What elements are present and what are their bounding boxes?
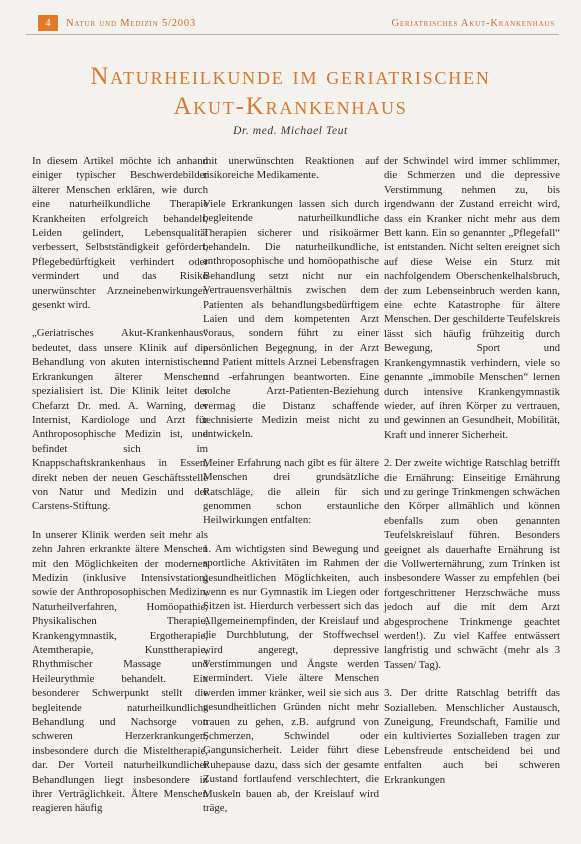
paragraph: 2. Der zweite wichtige Ratschlag betrifft die Ernährung: Einseitige Ernährung und zu geringe Trinkmengen schwächen den Körper allmählich und können ebenfalls zum oben genannten Teufelskreislauf führen. Besonders geeignet als dauerhafte Ernährung ist die Vollwerternährung, zum Trinken ist insbesondere Wasser zu empfehlen (bei fortgeschrittener Herzschwäche muss jedoch auf die mit dem Arzt abgesprochene Trinkmenge geachtet werden!). Zu viel Kaffee entwässert langfristig und schwächt (mehr als 3 Tassen/ Tag). [384,457,560,671]
paragraph: Meiner Erfahrung nach gibt es für ältere Menschen drei grundsätzliche Ratschläge, die allein für sich genommen schon erstaunliche Heilwirkungen entfalten: [203,456,379,527]
page-number-badge: 4 [38,15,58,31]
paragraph: der Schwindel wird immer schlimmer, die Schmerzen und die depressive Verstimmung nehmen zu, bis irgendwann der Zustand erreicht wird, dass ein Kranker nicht mehr aus dem Bett kann. Ein so genannter „Pflegefall“ ist entstanden. Nicht selten ereignet sich auf diese Weise ein Sturz mit nachfolgendem Oberschenkelhalsbruch, der zum Lebenseinbruch werden kann, eine echte Katastrophe für ältere Menschen. Der geschilderte Teufelskreis lässt sich häufig frühzeitig durch Bewegung, Sport und Krankengymnastik verhindern, viele so genannte „immobile Menschen“ lernen durch intensive Krankengymnastik wieder, auf ihren Körper zu vertrauen, und gewinnen an Gesundheit, Mobilität, Kraft und innerer Sicherheit. [384,155,560,441]
title-line-2: Akut-Krankenhaus [173,93,408,120]
author-byline: Dr. med. Michael Teut [233,125,348,137]
header-divider [26,34,559,35]
running-header [38,14,555,32]
paragraph: „Geriatrisches Akut-Krankenhaus“ bedeutet, dass unsere Klinik auf die Behandlung von akuten internistischen Erkrankungen älterer Menschen spezialisiert ist. Die Klinik leitet der Chefarzt Dr. med. A. Warning, der Internist, Kardiologe und Arzt für Anthroposophische Medizin ist, und befindet sich im Knappschaftskrankenhaus in Essen, direkt neben der neuen Geschäftsstelle von Natur und Medizin und der Carstens-Stiftung. [32,327,208,513]
paragraph: In unserer Klinik werden seit mehr als zehn Jahren erkrankte ältere Menschen mit den Möglichkeiten der modernen Medizin (inklusive Intensivstation) sowie der Anthroposophischen Medizin, Naturheilverfahren, Homöopathie, Physikalischen Therapie, Krankengymnastik, Ergotherapie, Atemtherapie, Kunsttherapie, Rhythmischer Massage und Heileurythmie behandelt. Ein besonderer Schwerpunkt stellt die begleitende naturheilkundliche Behandlung und Nachsorge von schweren Herzerkrankungen, insbesondere durch die Misteltherapie, dar. Der Vorteil naturheilkundlicher Behandlungen liegt insbesondere in ihrer Verträglichkeit. Ältere Menschen reagieren häufig [32,528,208,815]
text-column-3 [384,154,560,801]
paragraph: 1. Am wichtigsten sind Bewegung und sportliche Aktivitäten im Rahmen der gesundheitlichen Möglichkeiten, auch wenn es nur Gymnastik im Liegen oder Sitzen ist. Hierdurch verbessert sich das Allgemeinempfinden, der Kreislauf und die Durchblutung, der Stoffwechsel wird angeregt, depressive Verstimmungen und Ängste werden vermindert. Viele ältere Menschen werden immer kränker, weil sie sich aus gesundheitlichen Gründen nicht mehr trauen zu gehen, z.B. aufgrund von Schmerzen, Schwindel oder Gangunsicherheit. Leider führt diese Ruhepause dazu, dass sich der gesamte Zustand fortlaufend verschlechtert, die Muskeln bauen ab, der Kreislauf wird träge, [203,542,379,815]
paragraph: 3. Der dritte Ratschlag betrifft das Sozialleben. Menschlicher Austausch, Zuneigung, Freundschaft, Familie und ein kultiviertes Sozialleben tragen zur Lebensfreude entscheidend bei und entfalten auch bei schweren Erkrankungen [384,687,560,786]
text-column-2 [203,154,379,829]
paragraph: mit unerwünschten Reaktionen auf risikoreiche Medikamente. [203,155,379,182]
article-title [20,62,561,122]
title-line-1: Naturheilkunde im geriatrischen [90,63,491,90]
paragraph: In diesem Artikel möchte ich anhand einiger typischer Beschwerdebilder älterer Menschen erklären, wie durch eine naturheilkundliche Therapie Krankheiten erfolgreich behandelt, Leiden gelindert, Lebensqualität verbessert, Selbstständigkeit gefördert, Pflegebedürftigkeit verhindert oder vermindert und das Risiko unerwünschter Arzneinebenwirkungen gesenkt wird. [32,155,208,312]
paragraph: Viele Erkrankungen lassen sich durch begleitende naturheilkundliche Therapien sicherer und risikoärmer behandeln. Die naturheilkundliche, anthroposophische und homöopathische Behandlung setzt nicht nur ein Vertrauensverhältnis zwischen dem Patienten als behandlungsbedürftigem Laien und dem kompetenten Arzt voraus, sondern führt zu einer persönlichen Begegnung, in der Arzt und Patient mittels Arznei Lebensfragen und -erfahrungen beantworten. Eine solche Arzt-Patienten-Beziehung vermag die Distanz schaffende technisierte Medizin meist nicht zu entwickeln. [203,197,379,441]
section-title: Geriatrisches Akut-Krankenhaus [391,17,555,29]
text-column-1 [32,154,208,830]
header-left [38,15,196,31]
journal-title: Natur und Medizin 5/2003 [66,17,196,29]
